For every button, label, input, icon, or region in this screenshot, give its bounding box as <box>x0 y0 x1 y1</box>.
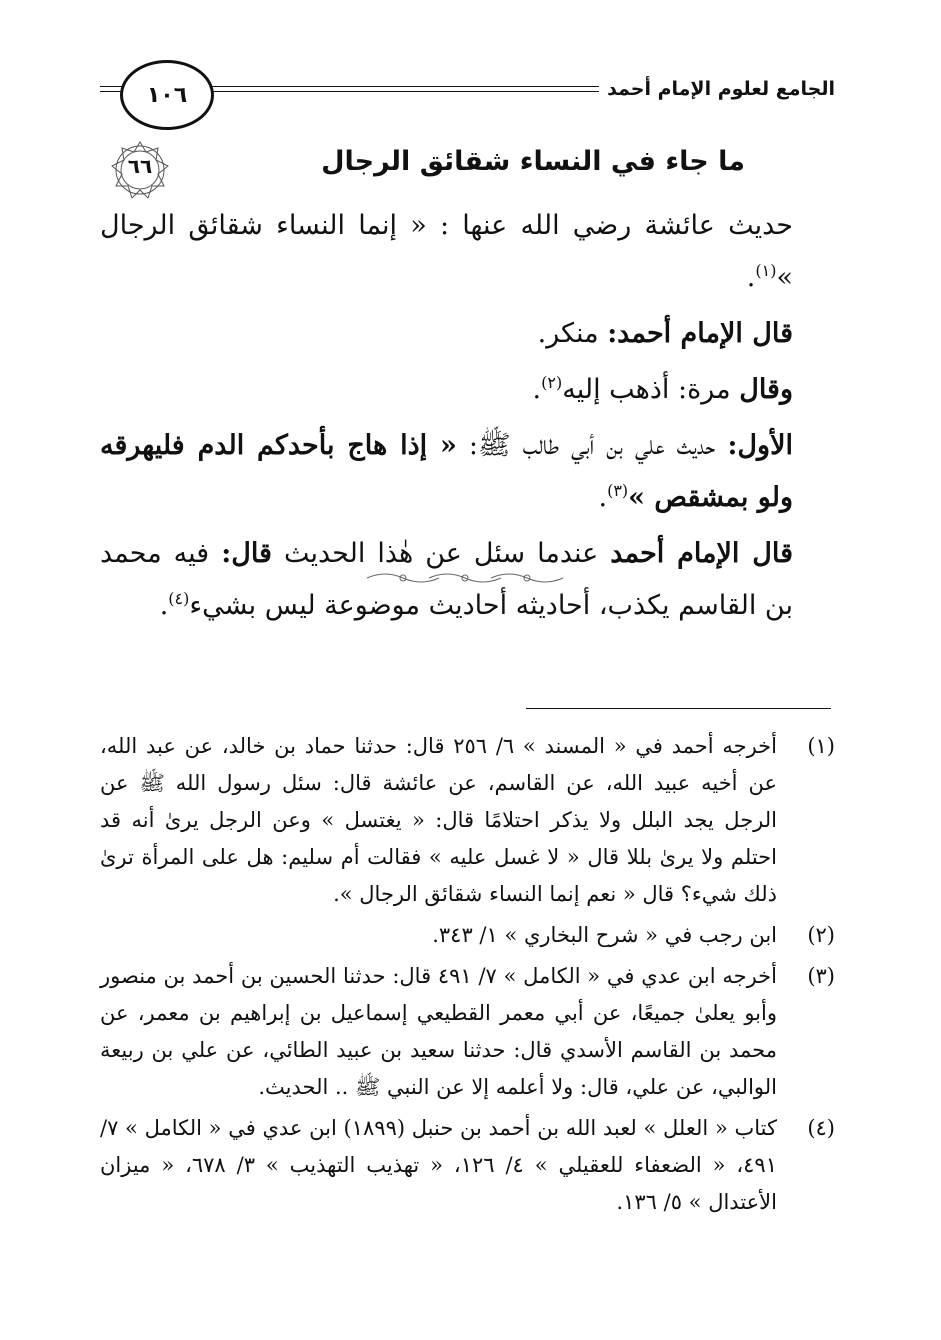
footnote-number: (٢) <box>807 923 835 947</box>
header-rule-left-bottom <box>100 91 122 92</box>
footnote-3 <box>100 958 835 1106</box>
footnote-1 <box>100 728 835 913</box>
p3-end: . <box>532 374 542 405</box>
footnote-ref-2: (٢) <box>541 373 563 392</box>
running-header <box>100 62 835 122</box>
header-rule-left-top <box>100 86 122 87</box>
footnote-ref-3: (٣) <box>607 481 629 500</box>
p4-lead: الأول: <box>727 430 793 461</box>
p1-end: . <box>746 262 756 293</box>
p3-text: مرة: أذهب إليه <box>562 374 740 405</box>
footnote-text: كتاب « العلل » لعبد الله بن أحمد بن حنبل (١٨٩٩) ابن عدي في « الكامل » ٧/ ٤٩١، « الضعفاء للعقيلي » ٤/ ١٢٦، « تهذيب التهذيب » ٣/ ٦٧٨، « ميزان الأعتدال » ٥/ ١٣٦. <box>100 1116 777 1214</box>
p4-end: . <box>598 482 608 513</box>
footnote-number: (١) <box>807 734 835 758</box>
paragraph-2 <box>100 308 835 360</box>
paragraph-4 <box>100 420 835 524</box>
footnote-4 <box>100 1110 835 1221</box>
paragraph-1 <box>100 200 835 304</box>
p5-text: عندما سئل عن هٰذا الحديث <box>271 538 611 569</box>
footnote-number: (٣) <box>807 964 835 988</box>
chapter-title: ما جاء في النساء شقائق الرجال <box>321 146 745 177</box>
footnote-ref-1: (١) <box>755 261 777 280</box>
p5-text2: فيه محمد بن القاسم يكذب، أحاديثه أحاديث موضوعة ليس بشيء <box>100 538 793 621</box>
p4-text: حديث علي بن أبي طالب ﷺ: <box>456 430 728 461</box>
footnote-text: أخرجه أحمد في « المسند » ٦/ ٢٥٦ قال: حدثنا حماد بن خالد، عن عبد الله، عن أخيه عبيد الله، عن القاسم، عن عائشة قال: سئل رسول الله ﷺ عن الرجل يجد البلل ولا يذكر احتلامًا قال: « يغتسل » وعن الرجل يرىٰ أنه قد احتلم ولا يرىٰ بللا قال « لا غسل عليه » فقالت أم سليم: هل على المرأة ترىٰ ذلك شيء؟ قال « نعم إنما النساء شقائق الرجال ». <box>100 734 777 906</box>
chapter-heading <box>100 140 835 200</box>
p2-lead: قال الإمام أحمد: <box>607 318 793 349</box>
footnote-text: أخرجه ابن عدي في « الكامل » ٧/ ٤٩١ قال: حدثنا الحسين بن أحمد بن منصور وأبو يعلىٰ جميعًا، عن أبي معمر القطيعي إسماعيل بن إبراهيم بن معمر، عن محمد بن القاسم الأسدي قال: حدثنا سعيد بن عبيد الطائي، عن علي بن ربيعة الوالبي، عن علي، قال: ولا أعلمه إلا عن النبي ﷺ .. الحديث. <box>100 964 777 1099</box>
p5-lead2: قال: <box>221 538 272 569</box>
footnote-separator <box>526 708 831 709</box>
p5-lead: قال الإمام أحمد <box>610 538 793 569</box>
footnote-text: ابن رجب في « شرح البخاري » ١/ ٣٤٣. <box>432 923 777 947</box>
footnote-ref-4: (٤) <box>168 589 190 608</box>
footnotes <box>100 728 835 1225</box>
p5-end: . <box>159 590 169 621</box>
book-title: الجامع لعلوم الإمام أحمد <box>599 78 835 100</box>
footnote-2 <box>100 917 835 954</box>
p3-lead: وقال <box>739 374 793 405</box>
p1-text: حديث عائشة رضي الله عنها : « إنما النساء شقائق الرجال » <box>100 210 793 293</box>
p2-text: منكر. <box>537 318 608 349</box>
p4-quote: « إذا هاج بأحدكم الدم فليهرقه ولو بمشقص » <box>100 430 793 513</box>
footnote-number: (٤) <box>807 1116 835 1140</box>
paragraph-3 <box>100 364 835 416</box>
section-divider-icon <box>365 570 565 586</box>
chapter-number: ٦٦ <box>127 154 153 178</box>
page-number: ١٠٦ <box>120 60 214 130</box>
